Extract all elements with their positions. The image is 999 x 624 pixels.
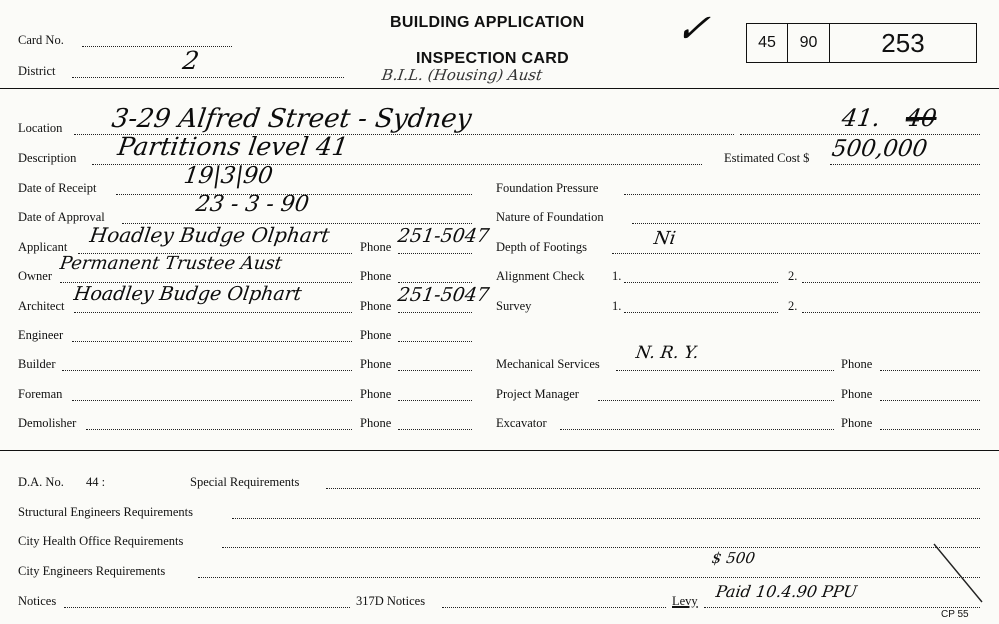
- health-requirements-field[interactable]: [222, 547, 980, 548]
- notices-field[interactable]: [64, 607, 350, 608]
- da-no-value: 44 :: [86, 475, 106, 489]
- depth-footings-field[interactable]: [612, 253, 980, 254]
- applicant-phone-field[interactable]: [398, 253, 472, 254]
- mechanical-phone-field[interactable]: [880, 370, 980, 371]
- architect-phone-value: 251-5047: [396, 284, 491, 306]
- reference-box-2-value: 90: [799, 34, 818, 51]
- mechanical-services-value: N. R. Y.: [634, 343, 701, 363]
- builder-label: Builder: [18, 357, 56, 371]
- check-mark-icon: ✓: [672, 6, 713, 52]
- card-no-label: Card No.: [18, 33, 64, 47]
- owner-label: Owner: [18, 269, 53, 283]
- project-manager-label: Project Manager: [496, 387, 579, 401]
- card-no-field[interactable]: [82, 46, 232, 47]
- alignment-check-num-1: 1.: [612, 269, 622, 283]
- description-value: Partitions level 41: [115, 132, 351, 161]
- excavator-label: Excavator: [496, 416, 547, 430]
- district-field[interactable]: [72, 77, 344, 78]
- foreman-field[interactable]: [72, 400, 352, 401]
- alignment-check-label: Alignment Check: [496, 269, 585, 283]
- nature-foundation-label: Nature of Foundation: [496, 210, 604, 224]
- structural-requirements-field[interactable]: [232, 518, 980, 519]
- mechanical-services-field[interactable]: [616, 370, 834, 371]
- survey-label: Survey: [496, 299, 532, 313]
- form-code: CP 55: [941, 609, 969, 620]
- alignment-check-field-2[interactable]: [802, 282, 980, 283]
- project-manager-phone-label: Phone: [841, 387, 873, 401]
- levy-value: Paid 10.4.90 PPU: [714, 582, 859, 601]
- excavator-phone-field[interactable]: [880, 429, 980, 430]
- owner-phone-label: Phone: [360, 269, 392, 283]
- architect-value: Hoadley Budge Olphart: [72, 283, 304, 305]
- special-requirements-label: Special Requirements: [190, 475, 300, 489]
- level-field[interactable]: [740, 134, 980, 135]
- architect-field[interactable]: [74, 312, 352, 313]
- pen-stroke-mark: [930, 540, 990, 610]
- card-number-value: 253: [881, 27, 925, 58]
- card-number-box: [829, 23, 977, 63]
- description-field[interactable]: [92, 164, 702, 165]
- applicant-phone-value: 251-5047: [396, 225, 491, 247]
- levy-label: Levy: [672, 594, 698, 608]
- district-value: 2: [180, 46, 201, 75]
- mechanical-services-label: Mechanical Services: [496, 357, 600, 371]
- handwritten-note: B.I.L. (Housing) Aust: [380, 66, 544, 84]
- engineer-field[interactable]: [72, 341, 352, 342]
- notices-317d-field[interactable]: [442, 607, 666, 608]
- survey-num-2: 2.: [788, 299, 798, 313]
- estimated-cost-value: 500,000: [830, 136, 929, 162]
- reference-box-1: [746, 23, 788, 63]
- builder-phone-label: Phone: [360, 357, 392, 371]
- applicant-label: Applicant: [18, 240, 68, 254]
- survey-field-2[interactable]: [802, 312, 980, 313]
- alignment-check-num-2: 2.: [788, 269, 798, 283]
- project-manager-field[interactable]: [598, 400, 834, 401]
- demolisher-phone-label: Phone: [360, 416, 392, 430]
- reference-box-1-value: 45: [758, 34, 776, 51]
- city-engineers-field[interactable]: [198, 577, 980, 578]
- location-label: Location: [18, 121, 63, 135]
- city-engineers-value: $ 500: [710, 549, 757, 567]
- architect-phone-label: Phone: [360, 299, 392, 313]
- foundation-pressure-field[interactable]: [624, 194, 980, 195]
- city-engineers-label: City Engineers Requirements: [18, 564, 166, 578]
- health-requirements-label: City Health Office Requirements: [18, 534, 184, 548]
- date-approval-label: Date of Approval: [18, 210, 105, 224]
- engineer-phone-field[interactable]: [398, 341, 472, 342]
- description-label: Description: [18, 151, 77, 165]
- location-value: 3-29 Alfred Street - Sydney: [109, 104, 474, 134]
- applicant-value: Hoadley Budge Olphart: [88, 223, 332, 247]
- date-receipt-label: Date of Receipt: [18, 181, 97, 195]
- engineer-phone-label: Phone: [360, 328, 392, 342]
- mechanical-phone-label: Phone: [841, 357, 873, 371]
- depth-footings-value: Ni: [652, 228, 677, 249]
- footer-divider: [0, 450, 999, 451]
- level-value: 41.: [840, 104, 883, 132]
- depth-footings-label: Depth of Footings: [496, 240, 587, 254]
- date-approval-value: 23 - 3 - 90: [194, 192, 311, 217]
- date-receipt-value: 19|3|90: [182, 163, 275, 189]
- estimated-cost-label: Estimated Cost $: [724, 151, 810, 165]
- alignment-check-field-1[interactable]: [624, 282, 778, 283]
- owner-value: Permanent Trustee Aust: [58, 253, 284, 274]
- foundation-pressure-label: Foundation Pressure: [496, 181, 599, 195]
- notices-317d-label: 317D Notices: [356, 594, 426, 608]
- builder-phone-field[interactable]: [398, 370, 472, 371]
- demolisher-field[interactable]: [86, 429, 352, 430]
- structural-requirements-label: Structural Engineers Requirements: [18, 505, 193, 519]
- demolisher-phone-field[interactable]: [398, 429, 472, 430]
- estimated-cost-field[interactable]: [830, 164, 980, 165]
- engineer-label: Engineer: [18, 328, 64, 342]
- applicant-phone-label: Phone: [360, 240, 392, 254]
- survey-num-1: 1.: [612, 299, 622, 313]
- demolisher-label: Demolisher: [18, 416, 77, 430]
- page-subtitle: INSPECTION CARD: [416, 50, 569, 67]
- page-title: BUILDING APPLICATION: [390, 14, 585, 31]
- reference-box-2: [787, 23, 830, 63]
- owner-phone-field[interactable]: [398, 282, 472, 283]
- foreman-phone-field[interactable]: [398, 400, 472, 401]
- excavator-field[interactable]: [560, 429, 834, 430]
- notices-label: Notices: [18, 594, 57, 608]
- level-struck-value: 40: [904, 104, 939, 132]
- survey-field-1[interactable]: [624, 312, 778, 313]
- architect-phone-field[interactable]: [398, 312, 472, 313]
- project-manager-phone-field[interactable]: [880, 400, 980, 401]
- da-no-label: D.A. No.: [18, 475, 64, 489]
- architect-label: Architect: [18, 299, 65, 313]
- nature-foundation-field[interactable]: [632, 223, 980, 224]
- builder-field[interactable]: [62, 370, 352, 371]
- foreman-label: Foreman: [18, 387, 63, 401]
- special-requirements-field[interactable]: [326, 488, 980, 489]
- header-divider: [0, 88, 999, 89]
- foreman-phone-label: Phone: [360, 387, 392, 401]
- excavator-phone-label: Phone: [841, 416, 873, 430]
- district-label: District: [18, 64, 56, 78]
